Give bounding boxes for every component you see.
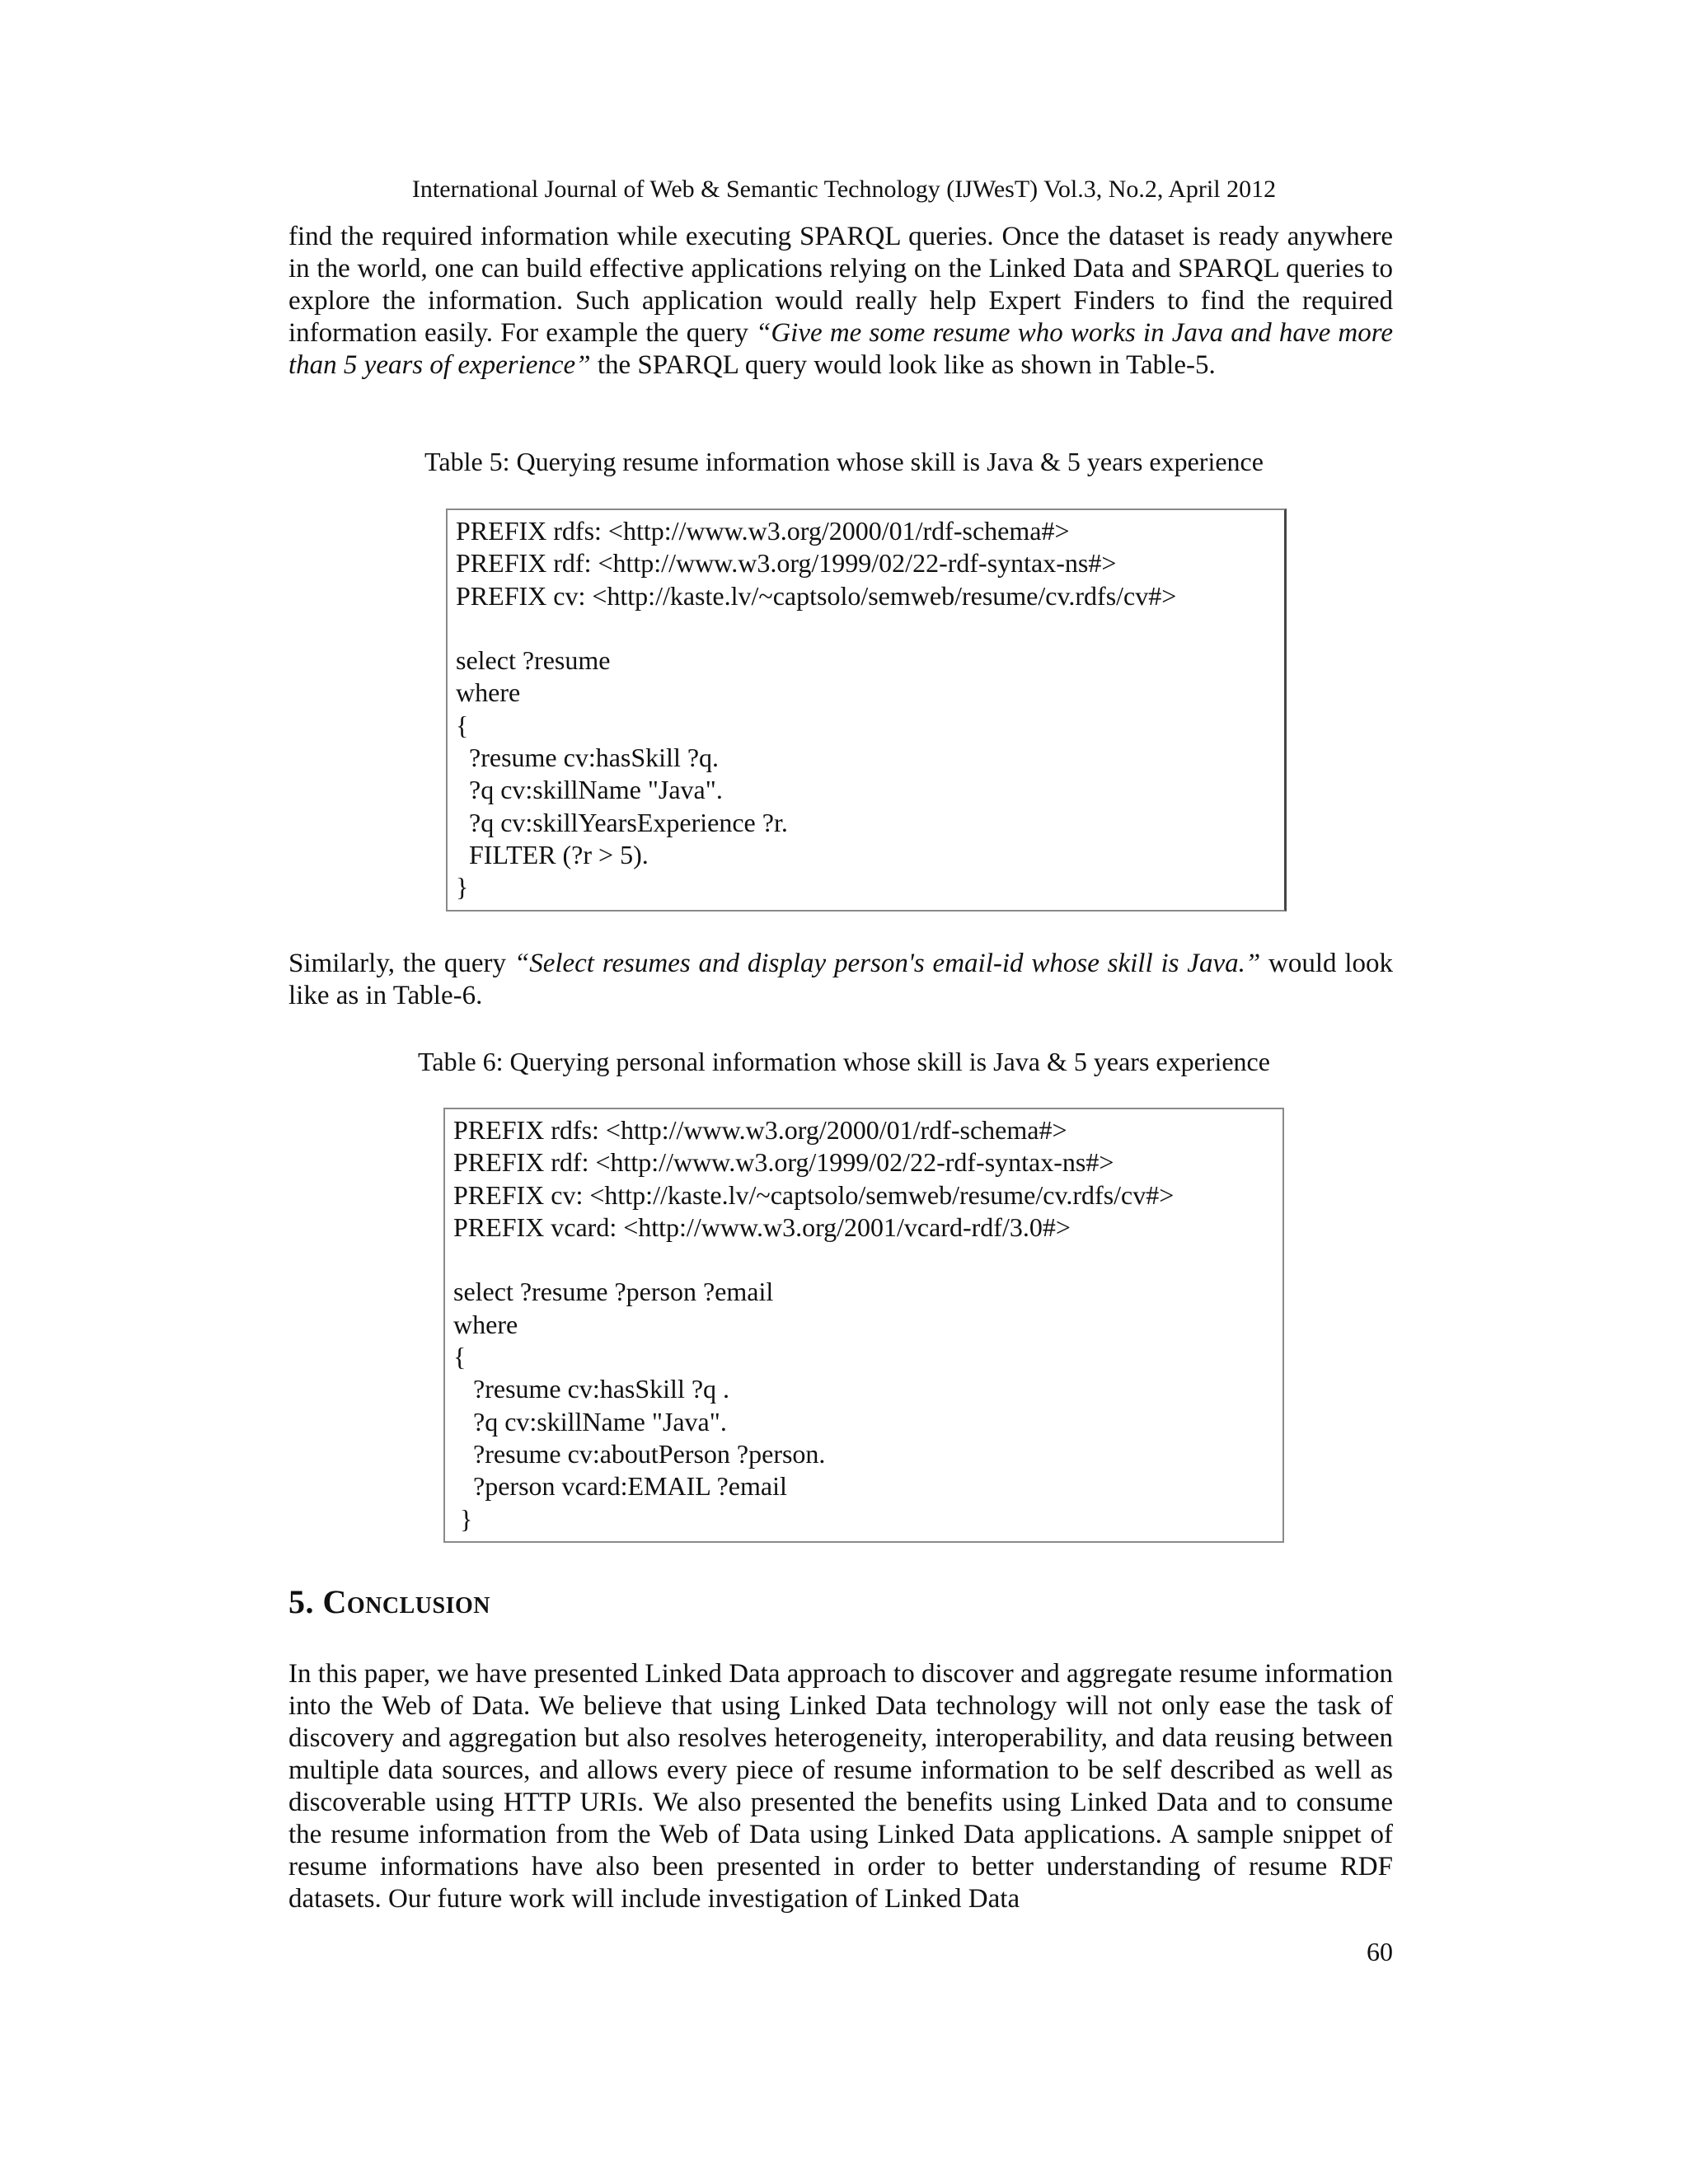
code-line: ?q cv:skillName "Java". <box>456 775 723 805</box>
code-line: ?q cv:skillYearsExperience ?r. <box>456 807 788 837</box>
code-line: PREFIX cv: <http://kaste.lv/~captsolo/semweb/resume/cv.rdfs/cv#> <box>456 580 1177 611</box>
table5-caption: Table 5: Querying resume information whose skill is Java & 5 years experience <box>424 447 1264 476</box>
section-heading: 5. Conclusion <box>288 1583 490 1620</box>
code-line: { <box>456 710 469 740</box>
similarly-text-b: would look like as in Table-6. <box>288 949 1394 1010</box>
code-line: PREFIX rdfs: <http://www.w3.org/2000/01/rdf-schema#> <box>456 516 1070 546</box>
code-line: PREFIX vcard: <http://www.w3.org/2001/vcard-rdf/3.0#> <box>453 1212 1071 1242</box>
table5-code-box <box>446 509 1287 912</box>
code-line: } <box>456 872 469 902</box>
code-line <box>453 1244 1274 1276</box>
table6-code-box <box>443 1108 1284 1543</box>
code-line: ?q cv:skillName "Java". <box>453 1406 727 1436</box>
code-line: ?person vcard:EMAIL ?email <box>453 1471 787 1502</box>
similarly-quote: “Select resumes and display person's email-id whose skill is Java.” <box>513 949 1261 978</box>
code-line: select ?resume ?person ?email <box>453 1277 774 1307</box>
code-line: where <box>456 677 521 708</box>
code-line: ?resume cv:hasSkill ?q. <box>456 743 720 773</box>
page-number: 60 <box>1367 1937 1393 1966</box>
code-line: FILTER (?r > 5). <box>456 839 649 869</box>
code-line: PREFIX cv: <http://kaste.lv/~captsolo/semweb/resume/cv.rdfs/cv#> <box>453 1179 1175 1210</box>
code-line: select ?resume <box>456 645 611 676</box>
code-line: where <box>453 1309 518 1339</box>
code-line: PREFIX rdfs: <http://www.w3.org/2000/01/rdf-schema#> <box>453 1115 1067 1145</box>
similarly-paragraph <box>288 948 1393 1012</box>
running-header: International Journal of Web & Semantic Technology (IJWesT) Vol.3, No.2, April 2012 <box>411 176 1277 203</box>
intro-text-a: find the required information while executing SPARQL queries. Once the dataset is ready anywhere in the world, one can build effective applications relying on the Linked Data and SPARQL queries to explore the information. Such application would really help Expert Finders to find the required information easily. For example the query <box>288 222 1393 348</box>
similarly-text-a: Similarly, the query <box>288 949 514 978</box>
code-line: PREFIX rdf: <http://www.w3.org/1999/02/22-rdf-syntax-ns#> <box>456 548 1117 579</box>
intro-text-b: the SPARQL query would look like as shown in Table-5. <box>590 350 1216 380</box>
code-line <box>456 612 1276 644</box>
code-line: } <box>453 1503 473 1534</box>
code-line: { <box>453 1342 467 1372</box>
code-line: ?resume cv:aboutPerson ?person. <box>453 1438 826 1469</box>
intro-paragraph <box>288 221 1393 382</box>
conclusion-paragraph: In this paper, we have presented Linked Data approach to discover and aggregate resume information into the Web of Data. We believe that using Linked Data technology will not only ease the task of discovery and aggregation but also resolves heterogeneity, interoperability, and data reusing between multiple data sources, and allows every piece of resume information to be self described as well as discoverable using HTTP URIs. We also presented the benefits using Linked Data and to consume the resume information from the Web of Data using Linked Data applications. A sample snippet of resume informations have also been presented in order to better understanding of resume RDF datasets. Our future work will include investigation of Linked Data <box>288 1659 1393 1914</box>
code-line: PREFIX rdf: <http://www.w3.org/1999/02/22-rdf-syntax-ns#> <box>453 1147 1114 1178</box>
table6-caption: Table 6: Querying personal information whose skill is Java & 5 years experience <box>418 1047 1270 1076</box>
code-line: ?resume cv:hasSkill ?q . <box>453 1374 730 1404</box>
intro-quote: “Give me some resume who works in Java and have more than 5 years of experience” <box>288 318 1393 380</box>
